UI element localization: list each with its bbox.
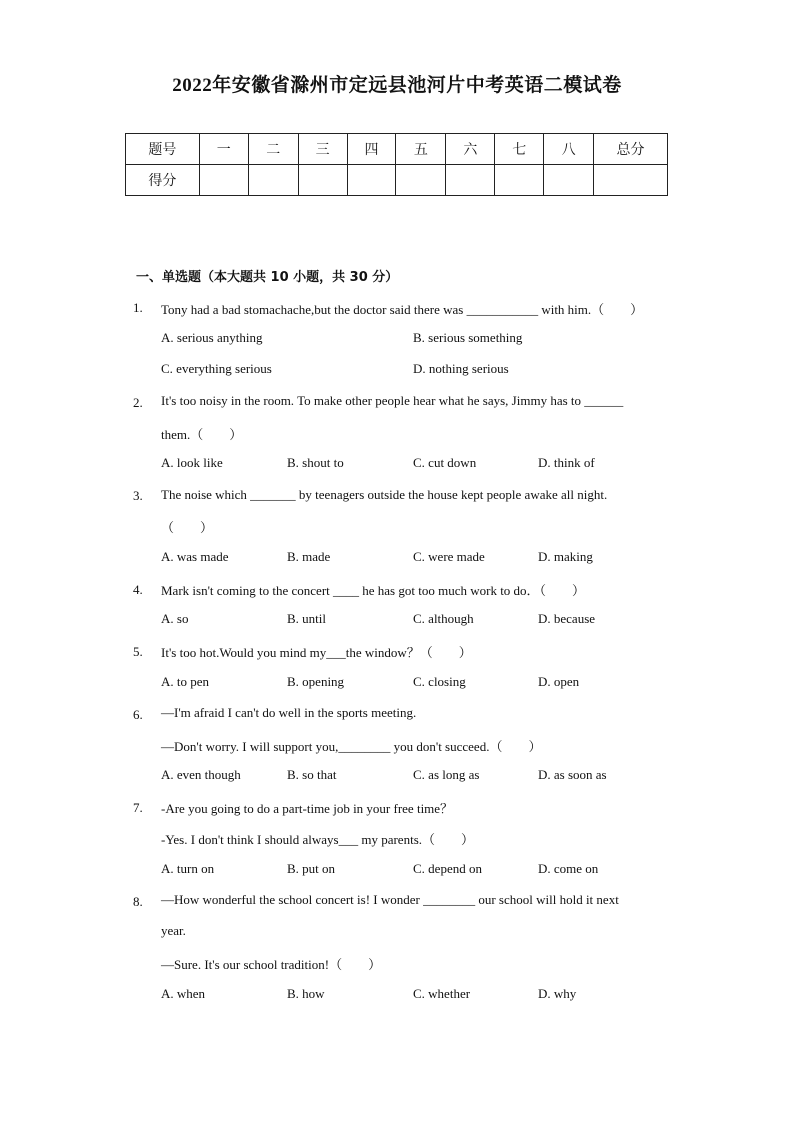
question-text: year. [161,923,186,938]
option-d: D. open [538,674,580,689]
option-c: C. whether [413,986,471,1001]
score-cell [347,165,396,196]
question-text: —How wonderful the school concert is! I wonder ________ our school will hold it next [161,892,619,907]
question-text: them.（ ） [161,427,243,442]
score-table-header-cell: 题号 [126,134,200,165]
option-a: A. was made [161,549,229,564]
score-cell [544,165,594,196]
score-table-header-cell: 二 [248,134,298,165]
score-table-header-cell: 六 [446,134,495,165]
score-table-header-cell: 七 [495,134,544,165]
score-cell [298,165,347,196]
question-number: 2. [133,395,143,410]
option-c: C. as long as [413,767,480,782]
option-c: C. closing [413,674,466,689]
score-table-header-row [126,134,668,165]
question-text: Mark isn't coming to the concert ____ he has got too much work to do．（ ） [161,583,586,598]
option-d: D. making [538,549,593,564]
exam-title: 2022年安徽省滁州市定远县池河片中考英语二模试卷 [172,75,622,96]
option-c: C. depend on [413,861,482,876]
score-table-header-cell: 一 [199,134,248,165]
section-heading: 一、单选题（本大题共 10 小题，共 30 分） [136,270,399,285]
score-cell [396,165,446,196]
score-cell [199,165,248,196]
option-d: D. because [538,611,596,626]
question-text: —Sure. It's our school tradition!（ ） [161,957,382,972]
option-b: B. how [287,986,325,1001]
score-row-label: 得分 [126,165,200,196]
option-a: A. when [161,986,206,1001]
score-table-header-cell: 四 [347,134,396,165]
option-a: A. serious anything [161,330,263,345]
score-table-header-cell: 八 [544,134,594,165]
score-table-header-cell: 总分 [594,134,668,165]
option-c: C. cut down [413,455,477,470]
question-text: —I'm afraid I can't do well in the sports meeting. [161,705,417,720]
option-a: A. look like [161,455,223,470]
option-a: A. even though [161,767,241,782]
score-table [125,133,668,196]
question-text: -Are you going to do a part-time job in your free time？ [161,801,454,816]
option-d: D. nothing serious [413,361,509,376]
option-d: D. think of [538,455,595,470]
option-b: B. until [287,611,327,626]
question-text: Tony had a bad stomachache,but the doctor said there was ___________ with him.（ ） [161,302,644,317]
option-d: D. come on [538,861,599,876]
option-d: D. as soon as [538,767,607,782]
option-a: A. to pen [161,674,210,689]
option-b: B. shout to [287,455,344,470]
option-d: D. why [538,986,577,1001]
option-a: A. so [161,611,189,626]
score-table-score-row [126,165,668,196]
option-c: C. everything serious [161,361,272,376]
question-text: （ ） [161,520,214,535]
option-b: B. put on [287,861,336,876]
question-number: 5. [133,644,143,659]
score-cell [446,165,495,196]
option-a: A. turn on [161,861,215,876]
option-c: C. although [413,611,474,626]
option-b: B. serious something [413,330,523,345]
score-table-header-cell: 五 [396,134,446,165]
score-cell [495,165,544,196]
question-text: The noise which _______ by teenagers outside the house kept people awake all night. [161,487,608,502]
score-cell [594,165,668,196]
question-number: 3. [133,488,143,503]
option-b: B. so that [287,767,337,782]
question-number: 6. [133,707,143,722]
score-cell [248,165,298,196]
option-c: C. were made [413,549,485,564]
question-number: 1. [133,300,143,315]
question-number: 7. [133,800,143,815]
question-text: It's too hot.Would you mind my___the window？（ ） [161,645,472,660]
question-number: 4. [133,582,143,597]
question-text: —Don't worry. I will support you,________ you don't succeed.（ ） [161,739,542,754]
question-number: 8. [133,894,143,909]
option-b: B. opening [287,674,345,689]
question-text: -Yes. I don't think I should always___ my parents.（ ） [161,832,475,847]
option-b: B. made [287,549,331,564]
question-text: It's too noisy in the room. To make other people hear what he says, Jimmy has to ______ [161,393,624,408]
score-table-header-cell: 三 [298,134,347,165]
